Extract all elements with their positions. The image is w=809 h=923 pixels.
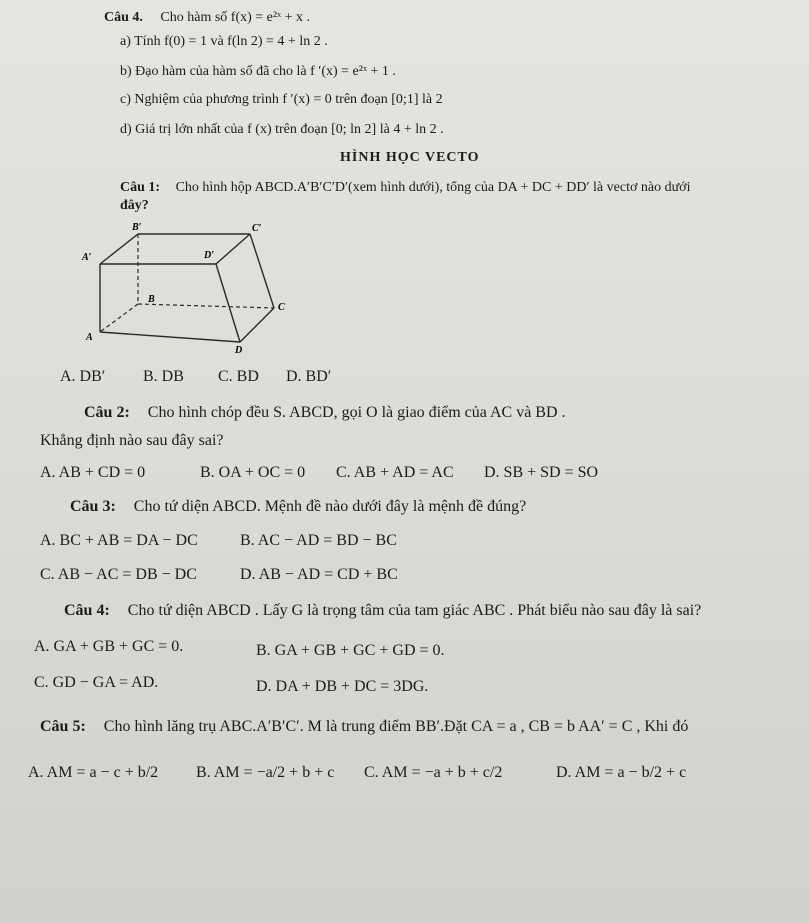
q1-option-d[interactable]: D. BD′ (286, 368, 332, 385)
vertex-c1-label: C′ (252, 223, 262, 234)
q4-function-intro: Cho hàm số f(x) = e²ˣ + x . (160, 10, 311, 25)
q4-option-a[interactable]: A. GA + GB + GC = 0. (34, 638, 184, 655)
q5-option-b[interactable]: B. AM = −a/2 + b + c (196, 764, 335, 781)
q1-option-a[interactable]: A. DB′ (60, 368, 106, 385)
q4-option-c[interactable]: C. GD − GA = AD. (34, 674, 159, 691)
q3-prompt (70, 498, 526, 516)
q1-text-cont: đây? (120, 198, 149, 213)
q2-prompt (84, 404, 566, 422)
q5-option-a[interactable]: A. AM = a − c + b/2 (28, 764, 159, 781)
q2-option-a[interactable]: A. AB + CD = 0 (40, 464, 146, 481)
q3-option-c[interactable]: C. AB − AC = DB − DC (40, 566, 197, 583)
q4-function-title: Câu 4. (104, 10, 143, 25)
q1-option-b[interactable]: B. DB (143, 368, 184, 385)
vertex-b-label: B (148, 294, 155, 305)
q5-text: Cho hình lăng trụ ABC.A′B′C′. M là trung điểm BB′.Đặt CA = a , CB = b AA′ = C , Khi đó (103, 718, 689, 735)
q5-label: Câu 5: (40, 718, 86, 735)
q4-function-part-c: c) Nghiệm của phương trình f ′(x) = 0 trên đoạn [0;1] là 2 (120, 92, 443, 107)
q4-option-d[interactable]: D. DA + DB + DC = 3DG. (256, 678, 429, 695)
q1-option-c[interactable]: C. BD (218, 368, 259, 385)
q1-prompt (120, 180, 690, 196)
q3-option-a[interactable]: A. BC + AB = DA − DC (40, 532, 198, 549)
vertex-d-label: D (235, 345, 243, 356)
q4-prompt (64, 602, 701, 620)
vertex-c-label: C (278, 302, 285, 313)
vertex-a-label: A (86, 332, 93, 343)
q2-text: Cho hình chóp đều S. ABCD, gọi O là giao điểm của AC và BD . (147, 404, 566, 421)
q1-label: Câu 1: (120, 180, 161, 195)
q3-option-d[interactable]: D. AB − AD = CD + BC (240, 566, 398, 583)
q4-text: Cho tứ diện ABCD . Lấy G là trọng tâm của tam giác ABC . Phát biểu nào sau đây là sai? (127, 602, 702, 619)
q4-label: Câu 4: (64, 602, 110, 619)
q4-function-header (104, 10, 310, 26)
q2-label: Câu 2: (84, 404, 130, 421)
vertex-b1-label: B′ (132, 222, 142, 233)
q2-option-b[interactable]: B. OA + OC = 0 (200, 464, 306, 481)
vertex-d1-label: D′ (204, 250, 215, 261)
q3-label: Câu 3: (70, 498, 116, 515)
q3-option-b[interactable]: B. AC − AD = BD − BC (240, 532, 397, 549)
vertex-a1-label: A′ (82, 252, 92, 263)
q5-prompt (40, 718, 688, 736)
q5-option-d[interactable]: D. AM = a − b/2 + c (556, 764, 687, 781)
q2-text2: Khẳng định nào sau đây sai? (40, 432, 224, 449)
q3-text: Cho tứ diện ABCD. Mệnh đề nào dưới đây là mệnh đề đúng? (133, 498, 527, 515)
q1-text: Cho hình hộp ABCD.A′B′C′D′(xem hình dưới), tổng của DA + DC + DD′ là vectơ nào dưới (175, 180, 691, 195)
q4-function-part-d: d) Giá trị lớn nhất của f (x) trên đoạn [0; ln 2] là 4 + ln 2 . (120, 122, 444, 137)
q2-option-d[interactable]: D. SB + SD = SO (484, 464, 599, 481)
q5-option-c[interactable]: C. AM = −a + b + c/2 (364, 764, 503, 781)
q4-function-part-a: a) Tính f(0) = 1 và f(ln 2) = 4 + ln 2 . (120, 34, 328, 49)
q2-option-c[interactable]: C. AB + AD = AC (336, 464, 454, 481)
parallelepiped-figure (80, 222, 300, 357)
section-heading: HÌNH HỌC VECTO (340, 150, 480, 165)
q4-option-b[interactable]: B. GA + GB + GC + GD = 0. (256, 642, 445, 659)
q4-function-part-b: b) Đạo hàm của hàm số đã cho là f ′(x) = e²ˣ + 1 . (120, 64, 396, 79)
